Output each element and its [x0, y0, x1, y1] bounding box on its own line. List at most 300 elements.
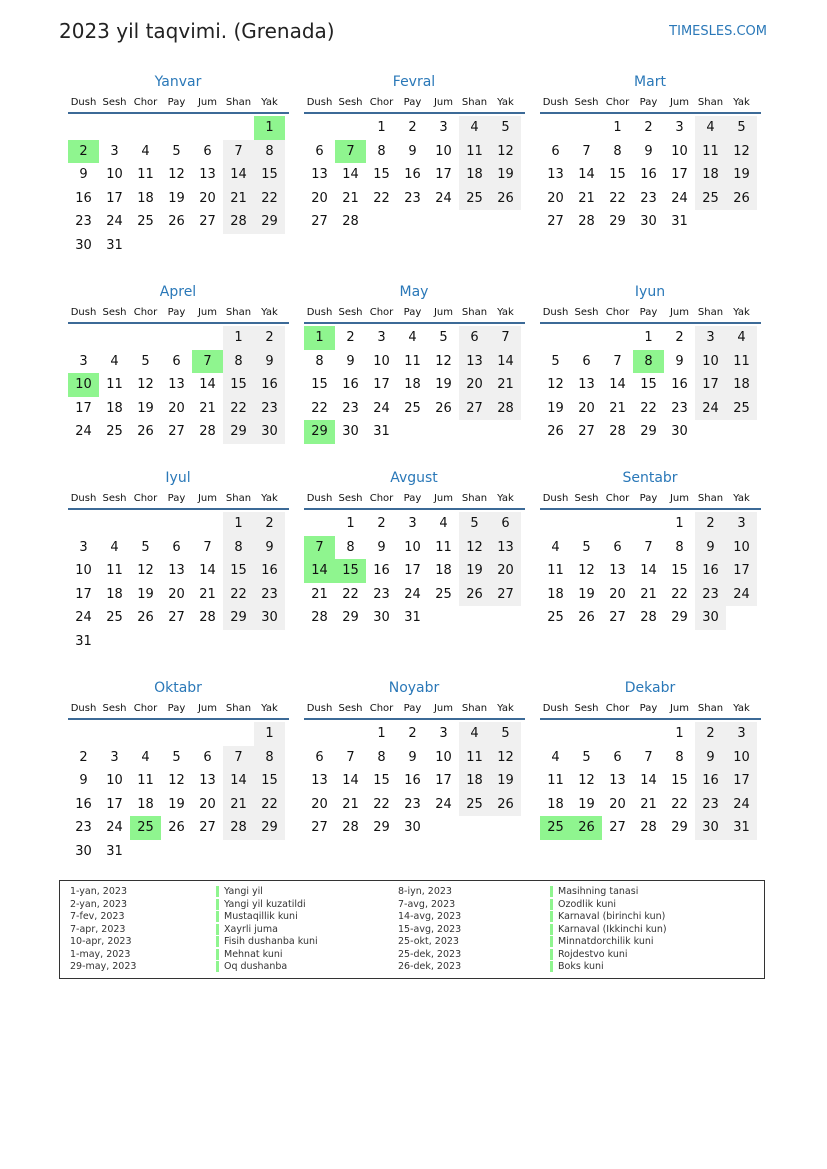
empty-cell [540, 722, 571, 746]
day-cell: 3 [110, 749, 119, 765]
day-cell: 10 [671, 143, 688, 159]
empty-cell [571, 116, 602, 140]
day-cell: 30 [75, 843, 92, 859]
day-cell: 22 [254, 187, 285, 211]
day-cell: 15 [254, 163, 285, 187]
day-cell: 2 [346, 330, 355, 345]
day-cell: 14 [640, 563, 657, 578]
empty-cell [68, 722, 99, 746]
empty-cell [130, 116, 161, 140]
day-cell: 5 [172, 749, 181, 765]
holiday-name: Boks kuni [550, 961, 604, 972]
day-cell: 8 [254, 746, 285, 770]
day-cell: 23 [254, 397, 285, 421]
day-cell: 5 [141, 353, 150, 369]
day-cell: 25 [435, 586, 452, 602]
day-cell: 8 [675, 749, 684, 765]
day-cell: 4 [726, 326, 757, 350]
weekday-label: Sesh [102, 493, 127, 504]
day-cell: 28 [199, 424, 216, 439]
day-cell: 10 [435, 749, 452, 765]
day-cell: 24 [671, 190, 688, 206]
day-cell: 16 [342, 377, 359, 392]
day-cell: 27 [311, 214, 328, 229]
day-cell: 14 [342, 773, 359, 788]
day-cell: 22 [373, 190, 390, 206]
weekday-label: Pay [167, 493, 186, 504]
day-cell: 18 [106, 400, 123, 416]
day-cell: 25 [106, 610, 123, 625]
weekday-label: Yak [733, 703, 750, 714]
day-cell: 3 [726, 512, 757, 536]
day-cell: 10 [404, 539, 421, 555]
day-cell: 8 [346, 539, 355, 555]
day-cell: 30 [254, 420, 285, 444]
weekday-label: Chor [133, 493, 158, 504]
weekday-label: Shan [697, 703, 724, 714]
day-cell: 29 [254, 816, 285, 840]
day-cell: 17 [726, 769, 757, 793]
day-cell: 13 [311, 773, 328, 788]
weekday-label: Shan [697, 493, 724, 504]
day-cell: 2 [695, 722, 726, 746]
day-cell: 13 [609, 773, 626, 788]
weekday-label: Shan [225, 307, 252, 318]
day-cell: 3 [439, 120, 448, 135]
day-cell: 27 [609, 820, 626, 835]
weekday-label: Jum [433, 493, 454, 504]
day-cell: 24 [373, 400, 390, 416]
day-cell: 7 [582, 143, 591, 159]
weekday-label: Pay [639, 97, 658, 108]
day-cell: 3 [79, 539, 88, 555]
day-cell: 17 [726, 559, 757, 583]
day-cell: 16 [404, 167, 421, 182]
day-cell: 1 [675, 726, 684, 741]
day-cell: 14 [223, 769, 254, 793]
day-cell: 2 [79, 749, 88, 765]
day-cell: 21 [223, 793, 254, 817]
weekday-label: Jum [669, 307, 690, 318]
empty-cell [68, 326, 99, 350]
day-cell: 19 [435, 377, 452, 392]
day-cell: 22 [254, 793, 285, 817]
day-cell: 21 [578, 190, 595, 206]
weekday-label: Sesh [338, 97, 363, 108]
holiday-cell: 8 [633, 350, 664, 374]
day-cell: 17 [75, 400, 92, 416]
day-cell: 13 [168, 563, 185, 578]
weekday-label: Pay [403, 493, 422, 504]
day-cell: 22 [609, 190, 626, 206]
day-cell: 19 [168, 796, 185, 812]
day-cell: 21 [199, 586, 216, 602]
day-cell: 17 [373, 377, 390, 392]
weekday-label: Sesh [338, 307, 363, 318]
empty-cell [304, 722, 335, 746]
day-cell: 23 [640, 190, 657, 206]
holiday-cell: 14 [304, 559, 335, 583]
month-noyabr [303, 678, 525, 840]
day-cell: 6 [459, 326, 490, 350]
empty-cell [68, 512, 99, 536]
empty-cell [223, 116, 254, 140]
day-grid [68, 512, 289, 653]
weekday-label: Jum [197, 97, 218, 108]
day-cell: 28 [342, 820, 359, 835]
weekday-label: Pay [639, 493, 658, 504]
day-cell: 11 [404, 353, 421, 369]
empty-cell [335, 722, 366, 746]
holiday-date: 1-may, 2023 [70, 948, 131, 960]
month-name: Sentabr [622, 470, 678, 486]
day-cell: 23 [404, 796, 421, 812]
day-cell: 10 [106, 167, 123, 182]
day-cell: 3 [408, 516, 417, 531]
weekday-header [304, 96, 525, 114]
weekday-label: Chor [605, 703, 630, 714]
weekday-label: Jum [669, 97, 690, 108]
day-grid [68, 116, 289, 257]
month-avgust [303, 468, 525, 630]
holiday-cell: 29 [304, 420, 335, 444]
day-cell: 23 [254, 583, 285, 607]
weekday-label: Chor [605, 493, 630, 504]
day-cell: 12 [168, 773, 185, 788]
holiday-cell: 1 [254, 116, 285, 140]
day-cell: 8 [675, 539, 684, 555]
day-cell: 14 [640, 773, 657, 788]
day-cell: 11 [459, 140, 490, 164]
day-cell: 22 [311, 400, 328, 416]
weekday-label: Sesh [574, 307, 599, 318]
day-cell: 26 [459, 583, 490, 607]
weekday-label: Chor [605, 307, 630, 318]
day-cell: 22 [223, 397, 254, 421]
day-cell: 16 [373, 563, 390, 578]
weekday-label: Yak [497, 307, 514, 318]
month-name: Noyabr [388, 680, 440, 696]
day-cell: 5 [439, 330, 448, 345]
day-cell: 9 [79, 773, 88, 788]
holiday-cell: 2 [68, 140, 99, 164]
day-grid [304, 326, 525, 444]
day-cell: 26 [168, 820, 185, 835]
day-cell: 12 [137, 377, 154, 392]
day-cell: 30 [342, 424, 359, 439]
weekday-label: Dush [306, 703, 333, 714]
weekday-header [540, 96, 761, 114]
day-cell: 16 [695, 769, 726, 793]
day-cell: 20 [199, 190, 216, 206]
day-cell: 2 [675, 330, 684, 345]
day-cell: 19 [547, 400, 564, 416]
day-cell: 23 [671, 400, 688, 416]
day-cell: 12 [490, 140, 521, 164]
weekday-label: Chor [369, 493, 394, 504]
holiday-cell: 15 [335, 559, 366, 583]
day-cell: 23 [373, 586, 390, 602]
weekday-label: Jum [669, 493, 690, 504]
day-cell: 1 [223, 512, 254, 536]
day-cell: 9 [79, 167, 88, 182]
month-dekabr [539, 678, 761, 840]
day-cell: 21 [199, 400, 216, 416]
day-cell: 22 [671, 796, 688, 812]
day-cell: 5 [172, 143, 181, 159]
day-cell: 9 [408, 749, 417, 765]
day-cell: 2 [644, 120, 653, 135]
day-cell: 25 [459, 793, 490, 817]
weekday-label: Yak [497, 493, 514, 504]
weekday-label: Chor [369, 307, 394, 318]
day-cell: 9 [377, 539, 386, 555]
day-cell: 28 [640, 610, 657, 625]
weekday-label: Shan [461, 97, 488, 108]
day-cell: 23 [695, 793, 726, 817]
day-cell: 7 [223, 746, 254, 770]
day-grid [68, 326, 289, 444]
day-cell: 26 [137, 610, 154, 625]
day-cell: 27 [199, 820, 216, 835]
weekday-header [540, 306, 761, 324]
day-cell: 8 [315, 353, 324, 369]
holiday-name: Xayrli juma [216, 924, 278, 935]
day-cell: 17 [671, 167, 688, 182]
day-cell: 3 [377, 330, 386, 345]
weekday-label: Yak [261, 703, 278, 714]
day-cell: 10 [695, 350, 726, 374]
day-cell: 29 [342, 610, 359, 625]
holiday-cell: 1 [304, 326, 335, 350]
day-cell: 2 [408, 120, 417, 135]
day-cell: 12 [547, 377, 564, 392]
day-cell: 2 [408, 726, 417, 741]
day-cell: 24 [106, 214, 123, 229]
weekday-header [304, 702, 525, 720]
day-cell: 20 [578, 400, 595, 416]
day-cell: 12 [137, 563, 154, 578]
day-cell: 18 [547, 586, 564, 602]
empty-cell [161, 722, 192, 746]
month-sentabr [539, 468, 761, 630]
day-cell: 16 [254, 559, 285, 583]
day-cell: 25 [137, 214, 154, 229]
empty-cell [540, 326, 571, 350]
weekday-label: Dush [306, 493, 333, 504]
day-cell: 18 [137, 190, 154, 206]
day-cell: 26 [726, 187, 757, 211]
day-cell: 21 [311, 586, 328, 602]
weekday-label: Pay [403, 97, 422, 108]
weekday-label: Jum [197, 493, 218, 504]
holiday-date: 15-avg, 2023 [398, 923, 462, 935]
empty-cell [192, 512, 223, 536]
day-cell: 31 [404, 610, 421, 625]
holiday-cell: 7 [192, 350, 223, 374]
day-cell: 6 [203, 143, 212, 159]
weekday-label: Sesh [102, 703, 127, 714]
holiday-cell: 7 [335, 140, 366, 164]
day-cell: 20 [459, 373, 490, 397]
day-cell: 13 [199, 773, 216, 788]
holiday-name: Oq dushanba [216, 961, 287, 972]
day-cell: 10 [726, 746, 757, 770]
month-name: Avgust [390, 470, 438, 486]
holiday-date: 14-avg, 2023 [398, 911, 462, 922]
day-cell: 31 [671, 214, 688, 229]
day-cell: 11 [547, 563, 564, 578]
day-cell: 30 [695, 606, 726, 630]
day-cell: 11 [137, 167, 154, 182]
holiday-name: Minnatdorchilik kuni [550, 936, 654, 947]
day-cell: 17 [435, 773, 452, 788]
day-cell: 21 [342, 796, 359, 812]
day-cell: 1 [675, 516, 684, 531]
empty-cell [99, 116, 130, 140]
holiday-name: Fisih dushanba kuni [216, 936, 318, 947]
weekday-label: Chor [369, 703, 394, 714]
day-cell: 20 [168, 400, 185, 416]
weekday-label: Yak [261, 97, 278, 108]
day-cell: 28 [223, 816, 254, 840]
day-cell: 4 [551, 539, 560, 555]
month-yanvar [67, 72, 289, 257]
day-cell: 18 [137, 796, 154, 812]
day-cell: 4 [551, 749, 560, 765]
weekday-label: Sesh [102, 97, 127, 108]
day-cell: 5 [726, 116, 757, 140]
day-cell: 23 [695, 583, 726, 607]
holiday-date: 2-yan, 2023 [70, 898, 127, 910]
day-cell: 22 [640, 400, 657, 416]
holiday-name: Yangi yil [216, 886, 263, 897]
holiday-date: 7-avg, 2023 [398, 898, 456, 910]
day-cell: 25 [106, 424, 123, 439]
weekday-label: Pay [167, 703, 186, 714]
day-cell: 20 [490, 559, 521, 583]
day-cell: 15 [373, 167, 390, 182]
day-cell: 24 [726, 583, 757, 607]
day-cell: 7 [203, 539, 212, 555]
day-cell: 1 [223, 326, 254, 350]
day-cell: 9 [675, 353, 684, 369]
holiday-date: 7-fev, 2023 [70, 911, 125, 922]
day-cell: 25 [726, 397, 757, 421]
day-cell: 6 [490, 512, 521, 536]
day-cell: 4 [459, 722, 490, 746]
day-cell: 5 [490, 116, 521, 140]
day-cell: 16 [640, 167, 657, 182]
day-cell: 7 [490, 326, 521, 350]
empty-cell [633, 512, 664, 536]
day-cell: 24 [75, 424, 92, 439]
day-cell: 21 [609, 400, 626, 416]
day-cell: 7 [644, 749, 653, 765]
month-name: May [399, 284, 429, 300]
weekday-label: Yak [497, 97, 514, 108]
day-cell: 30 [671, 424, 688, 439]
day-cell: 4 [141, 749, 150, 765]
day-cell: 30 [695, 816, 726, 840]
day-cell: 26 [137, 424, 154, 439]
holiday-date: 25-dek, 2023 [398, 948, 462, 960]
day-cell: 12 [435, 353, 452, 369]
day-cell: 7 [613, 353, 622, 369]
holiday-date: 7-apr, 2023 [70, 923, 126, 935]
day-cell: 6 [203, 749, 212, 765]
day-cell: 29 [671, 820, 688, 835]
site-link[interactable]: TIMESLES.COM [669, 24, 767, 39]
day-cell: 23 [75, 214, 92, 229]
day-cell: 13 [199, 167, 216, 182]
empty-cell [540, 116, 571, 140]
weekday-label: Jum [197, 307, 218, 318]
day-cell: 14 [578, 167, 595, 182]
day-cell: 8 [223, 536, 254, 560]
page-title: 2023 yil taqvimi. (Grenada) [59, 19, 335, 43]
weekday-label: Pay [639, 307, 658, 318]
empty-cell [633, 722, 664, 746]
day-cell: 14 [223, 163, 254, 187]
day-cell: 19 [459, 559, 490, 583]
day-cell: 18 [547, 796, 564, 812]
day-cell: 31 [726, 816, 757, 840]
weekday-label: Jum [433, 307, 454, 318]
day-cell: 3 [675, 120, 684, 135]
day-cell: 9 [408, 143, 417, 159]
day-cell: 14 [342, 167, 359, 182]
empty-cell [161, 116, 192, 140]
day-cell: 11 [106, 563, 123, 578]
day-cell: 13 [459, 350, 490, 374]
day-cell: 4 [110, 539, 119, 555]
day-cell: 25 [547, 610, 564, 625]
weekday-label: Sesh [102, 307, 127, 318]
day-cell: 4 [110, 353, 119, 369]
day-cell: 7 [346, 749, 355, 765]
day-cell: 1 [254, 722, 285, 746]
day-cell: 17 [106, 796, 123, 812]
holiday-name: Karnaval (birinchi kun) [550, 911, 665, 922]
day-cell: 18 [106, 586, 123, 602]
day-cell: 30 [75, 237, 92, 253]
weekday-label: Pay [403, 703, 422, 714]
month-may [303, 282, 525, 444]
day-cell: 3 [439, 726, 448, 741]
day-cell: 27 [578, 424, 595, 439]
weekday-header [304, 306, 525, 324]
day-cell: 18 [404, 377, 421, 392]
day-cell: 22 [223, 583, 254, 607]
day-cell: 19 [490, 163, 521, 187]
month-iyul [67, 468, 289, 653]
day-cell: 21 [640, 796, 657, 812]
weekday-label: Shan [461, 703, 488, 714]
day-cell: 28 [199, 610, 216, 625]
weekday-label: Pay [167, 97, 186, 108]
day-cell: 3 [726, 722, 757, 746]
weekday-label: Dush [70, 307, 97, 318]
day-cell: 15 [671, 563, 688, 578]
day-cell: 14 [199, 377, 216, 392]
empty-cell [192, 116, 223, 140]
holiday-date: 10-apr, 2023 [70, 936, 132, 947]
holiday-name: Mustaqillik kuni [216, 911, 298, 922]
day-cell: 16 [671, 377, 688, 392]
month-fevral [303, 72, 525, 234]
weekday-header [68, 492, 289, 510]
